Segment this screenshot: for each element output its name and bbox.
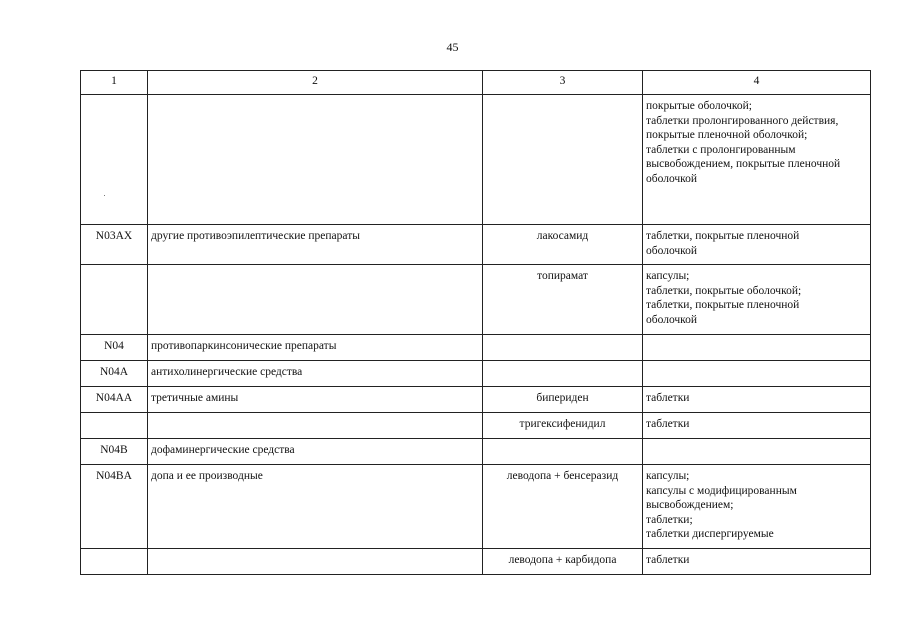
dosage-form-line: таблетки диспергируемые (646, 528, 774, 540)
dosage-form-line: капсулы; (646, 270, 690, 282)
header-cell-3: 3 (483, 71, 643, 95)
atc-code-cell: N04B (81, 439, 148, 465)
scan-speck (104, 195, 105, 196)
atc-code-cell (81, 549, 148, 575)
group-name-cell: дофаминергические средства (148, 439, 483, 465)
group-name-cell (148, 549, 483, 575)
group-name-cell: другие противоэпилептические препараты (148, 225, 483, 265)
group-name-cell (148, 413, 483, 439)
header-cell-1: 1 (81, 71, 148, 95)
header-cell-4: 4 (643, 71, 871, 95)
dosage-form-line: таблетки, покрытые пленочной (646, 299, 800, 311)
dosage-forms-cell (643, 95, 871, 225)
table-row (81, 465, 871, 549)
dosage-form-line: покрытые оболочкой; (646, 100, 752, 112)
dosage-forms-cell (643, 465, 871, 549)
dosage-forms-cell (643, 439, 871, 465)
dosage-form-line: оболочкой (646, 313, 698, 326)
group-name-cell: допа и ее производные (148, 465, 483, 549)
dosage-form-line: оболочкой (646, 172, 698, 185)
table-row (81, 387, 871, 413)
dosage-form-line: капсулы с модифицированным (646, 484, 797, 497)
dosage-forms-cell (643, 413, 871, 439)
group-name-cell: антихолинергические средства (148, 361, 483, 387)
table-row (81, 549, 871, 575)
atc-code-cell: N03AX (81, 225, 148, 265)
dosage-form-line: высвобождением; (646, 499, 734, 511)
dosage-form-line: таблетки (646, 554, 690, 566)
dosage-form-line: таблетки, покрытые оболочкой; (646, 284, 802, 297)
dosage-forms-cell (643, 387, 871, 413)
table-row (81, 413, 871, 439)
substance-cell (483, 361, 643, 387)
dosage-form-line: таблетки; (646, 513, 693, 526)
dosage-form-line: таблетки (646, 392, 690, 404)
table-header-row (81, 71, 871, 95)
substance-cell: бипериден (483, 387, 643, 413)
dosage-forms-cell (643, 549, 871, 575)
substance-cell: леводопа + карбидопа (483, 549, 643, 575)
drug-table (80, 70, 871, 575)
atc-code-cell: N04A (81, 361, 148, 387)
atc-code-cell: N04 (81, 335, 148, 361)
dosage-form-line: капсулы; (646, 470, 690, 482)
page-number: 45 (446, 40, 459, 54)
substance-cell (483, 335, 643, 361)
table-row (81, 95, 871, 225)
atc-code-cell: N04AA (81, 387, 148, 413)
dosage-form-line: высвобождением, покрытые пленочной (646, 158, 841, 170)
dosage-forms-cell (643, 335, 871, 361)
atc-code-cell (81, 265, 148, 335)
table-row (81, 439, 871, 465)
header-cell-2: 2 (148, 71, 483, 95)
table-row (81, 225, 871, 265)
atc-code-cell (81, 95, 148, 225)
table-row (81, 265, 871, 335)
dosage-forms-cell (643, 225, 871, 265)
dosage-forms-cell (643, 361, 871, 387)
dosage-form-line: таблетки (646, 418, 690, 430)
atc-code-cell (81, 413, 148, 439)
group-name-cell (148, 265, 483, 335)
group-name-cell: третичные амины (148, 387, 483, 413)
substance-cell: топирамат (483, 265, 643, 335)
table-row (81, 335, 871, 361)
dosage-form-line: таблетки, покрытые пленочной (646, 230, 800, 242)
table-row (81, 361, 871, 387)
dosage-form-line: оболочкой (646, 244, 698, 257)
dosage-form-line: таблетки с пролонгированным (646, 143, 796, 156)
dosage-form-line: таблетки пролонгированного действия, (646, 114, 839, 127)
dosage-forms-cell (643, 265, 871, 335)
atc-code-cell: N04BA (81, 465, 148, 549)
substance-cell: леводопа + бенсеразид (483, 465, 643, 549)
substance-cell (483, 95, 643, 225)
group-name-cell (148, 95, 483, 225)
group-name-cell: противопаркинсонические препараты (148, 335, 483, 361)
substance-cell: лакосамид (483, 225, 643, 265)
dosage-form-line: покрытые пленочной оболочкой; (646, 129, 808, 141)
substance-cell (483, 439, 643, 465)
substance-cell: тригексифенидил (483, 413, 643, 439)
